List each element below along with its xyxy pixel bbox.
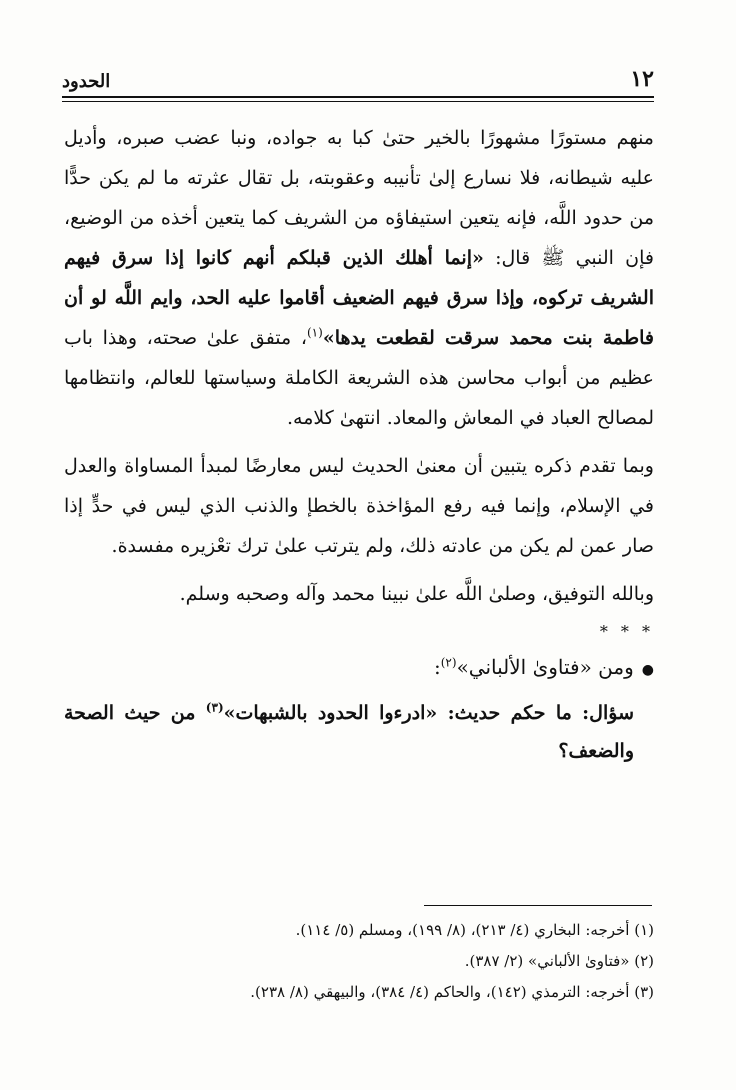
question-text: سؤال: ما حكم حديث: «ادرءوا الحدود بالشبهات»: [223, 702, 634, 724]
fatwa-heading: [64, 647, 654, 690]
footnote-rule: [424, 905, 652, 906]
footnote-1: (١) أخرجه: البخاري (٤/ ٢١٣)، (٨/ ١٩٩)، ومسلم (٥/ ١١٤).: [295, 921, 654, 939]
paragraph-3: وبالله التوفيق، وصلىٰ اللَّه علىٰ نبينا محمد وآله وصحبه وسلم.: [179, 583, 654, 605]
question: [64, 694, 634, 770]
page-header: [62, 58, 654, 92]
fatwa-heading-text: ومن «فتاوىٰ الألباني»: [456, 655, 634, 679]
footnote-ref-1: (١): [306, 325, 323, 340]
header-rule-thick: [62, 96, 654, 98]
hadith-quote: «إنما أهلك الذين قبلكم أنهم كانوا إذا سرق فيهم الشريف تركوه، وإذا سرق فيهم الضعيف أقاموا عليه الحد، وايم اللَّه لو أن فاطمة بنت محمد سرقت لقطعت يدها»: [64, 247, 654, 349]
paragraph-1-text-a: منهم مستورًا مشهورًا بالخير حتىٰ كبا به جواده، ونبا عضب صبره، وأديل عليه شيطانه، فلا نسارع إلىٰ تأنيبه وعقوبته، بل تقال عثرته ما لم يكن حدًّا من حدود اللَّه، فإنه يتعين استيفاؤه من الشريف كما يتعين أخذه من الوضيع، فإن النبي ﷺ قال:: [64, 127, 654, 269]
main-text: [64, 118, 654, 770]
paragraph-1: [64, 118, 654, 438]
paragraph-2: وبما تقدم ذكره يتبين أن معنىٰ الحديث ليس معارضًا لمبدأ المساواة والعدل في الإسلام، وإنما فيه رفع المؤاخذة بالخطإ والذنب الذي ليس في حدٍّ إذا صار عمن لم يكن من عادته ذلك، ولم يترتب علىٰ ترك تعْزيره مفسدة.: [64, 455, 654, 557]
header-rule-thin: [62, 101, 654, 102]
footnote-ref-2: (٢): [440, 655, 457, 670]
paragraph-1-text-b: ، متفق علىٰ صحته، وهذا باب عظيم من أبواب محاسن هذه الشريعة الكاملة وسياستها للعالم، وانتظامها لمصالح العباد في المعاش والمعاد. انتهىٰ كلامه.: [64, 327, 654, 429]
footnote-ref-3: (٣): [205, 700, 224, 715]
footnotes: [64, 915, 654, 1008]
footnote-2: (٢) «فتاوىٰ الألباني» (٢/ ٣٨٧).: [464, 952, 654, 970]
fatwa-heading-colon: :: [433, 655, 441, 679]
running-title: الحدود: [62, 71, 111, 92]
section-separator: * * *: [599, 622, 654, 641]
footnote-3: (٣) أخرجه: الترمذي (١٤٢)، والحاكم (٤/ ٣٨٤)، والبيهقي (٨/ ٢٣٨).: [250, 983, 654, 1001]
bullet-icon: ●: [641, 662, 654, 678]
page-number: ١٢: [630, 66, 654, 92]
question-tail: من حيث الصحة والضعف؟: [64, 702, 634, 762]
